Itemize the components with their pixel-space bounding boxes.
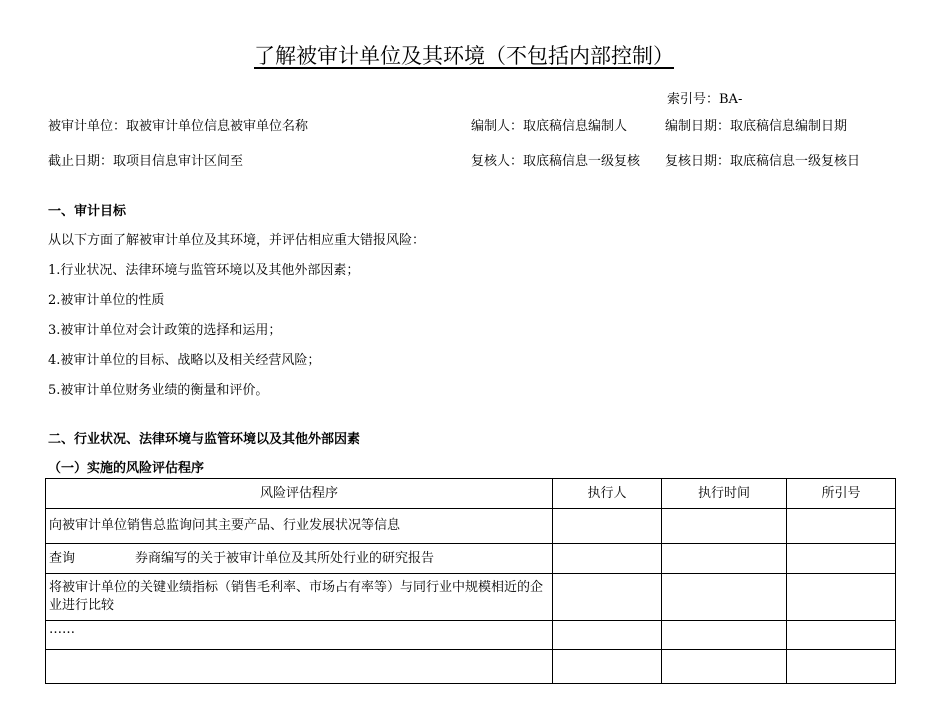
- page-title: 了解被审计单位及其环境（不包括内部控制）: [254, 44, 674, 68]
- auditee-field: 被审计单位：取被审计单位信息被审单位名称: [48, 119, 309, 134]
- risk-procedures-table: [45, 478, 896, 684]
- column-header-procedure: 风险评估程序: [46, 479, 553, 509]
- procedure-cell[interactable]: ……: [46, 621, 553, 650]
- ref-cell[interactable]: [787, 650, 896, 684]
- column-header-executor: 执行人: [553, 479, 662, 509]
- time-cell[interactable]: [662, 544, 787, 574]
- objective-item: 5.被审计单位财务业绩的衡量和评价。: [48, 383, 269, 398]
- procedure-cell[interactable]: 向被审计单位销售总监询问其主要产品、行业发展状况等信息: [46, 509, 553, 544]
- procedure-cell[interactable]: [46, 650, 553, 684]
- procedure-cell[interactable]: 将被审计单位的关键业绩指标（销售毛利率、市场占有率等）与同行业中规模相近的企业进行比较: [46, 574, 553, 621]
- procedure-cell[interactable]: [46, 544, 553, 574]
- objective-item: 2.被审计单位的性质: [48, 293, 165, 308]
- section1-heading: 一、审计目标: [48, 204, 127, 219]
- procedure-part-a: 查询: [49, 550, 76, 566]
- table-row: [46, 574, 896, 621]
- prep-date-field: 编制日期：取底稿信息编制日期: [665, 119, 848, 134]
- time-cell[interactable]: [662, 574, 787, 621]
- objective-item: 3.被审计单位对会计政策的选择和运用；: [48, 323, 282, 338]
- table-row: [46, 509, 896, 544]
- index-number: 索引号：BA-: [667, 92, 743, 107]
- ref-cell[interactable]: [787, 544, 896, 574]
- section2-heading: 二、行业状况、法律环境与监管环境以及其他外部因素: [48, 432, 361, 447]
- ref-cell[interactable]: [787, 621, 896, 650]
- objective-item: 4.被审计单位的目标、战略以及相关经营风险；: [48, 353, 321, 368]
- period-end-field: 截止日期：取项目信息审计区间至: [48, 154, 244, 169]
- review-date-field: 复核日期：取底稿信息一级复核日: [665, 154, 861, 169]
- section1-intro: 从以下方面了解被审计单位及其环境，并评估相应重大错报风险：: [48, 233, 426, 248]
- procedure-part-b: 券商编写的关于被审计单位及其所处行业的研究报告: [135, 550, 435, 566]
- preparer-field: 编制人：取底稿信息编制人: [471, 119, 628, 134]
- table-row: [46, 650, 896, 684]
- table-row: [46, 544, 896, 574]
- section2-subheading: （一）实施的风险评估程序: [48, 461, 205, 476]
- objective-item: 1.行业状况、法律环境与监管环境以及其他外部因素；: [48, 263, 360, 278]
- column-header-ref: 所引号: [787, 479, 896, 509]
- table-row: [46, 621, 896, 650]
- ref-cell[interactable]: [787, 509, 896, 544]
- time-cell[interactable]: [662, 509, 787, 544]
- time-cell[interactable]: [662, 650, 787, 684]
- executor-cell[interactable]: [553, 544, 662, 574]
- reviewer-field: 复核人：取底稿信息一级复核: [471, 154, 641, 169]
- executor-cell[interactable]: [553, 621, 662, 650]
- time-cell[interactable]: [662, 621, 787, 650]
- ref-cell[interactable]: [787, 574, 896, 621]
- column-header-time: 执行时间: [662, 479, 787, 509]
- executor-cell[interactable]: [553, 650, 662, 684]
- executor-cell[interactable]: [553, 509, 662, 544]
- executor-cell[interactable]: [553, 574, 662, 621]
- table-header-row: [46, 479, 896, 509]
